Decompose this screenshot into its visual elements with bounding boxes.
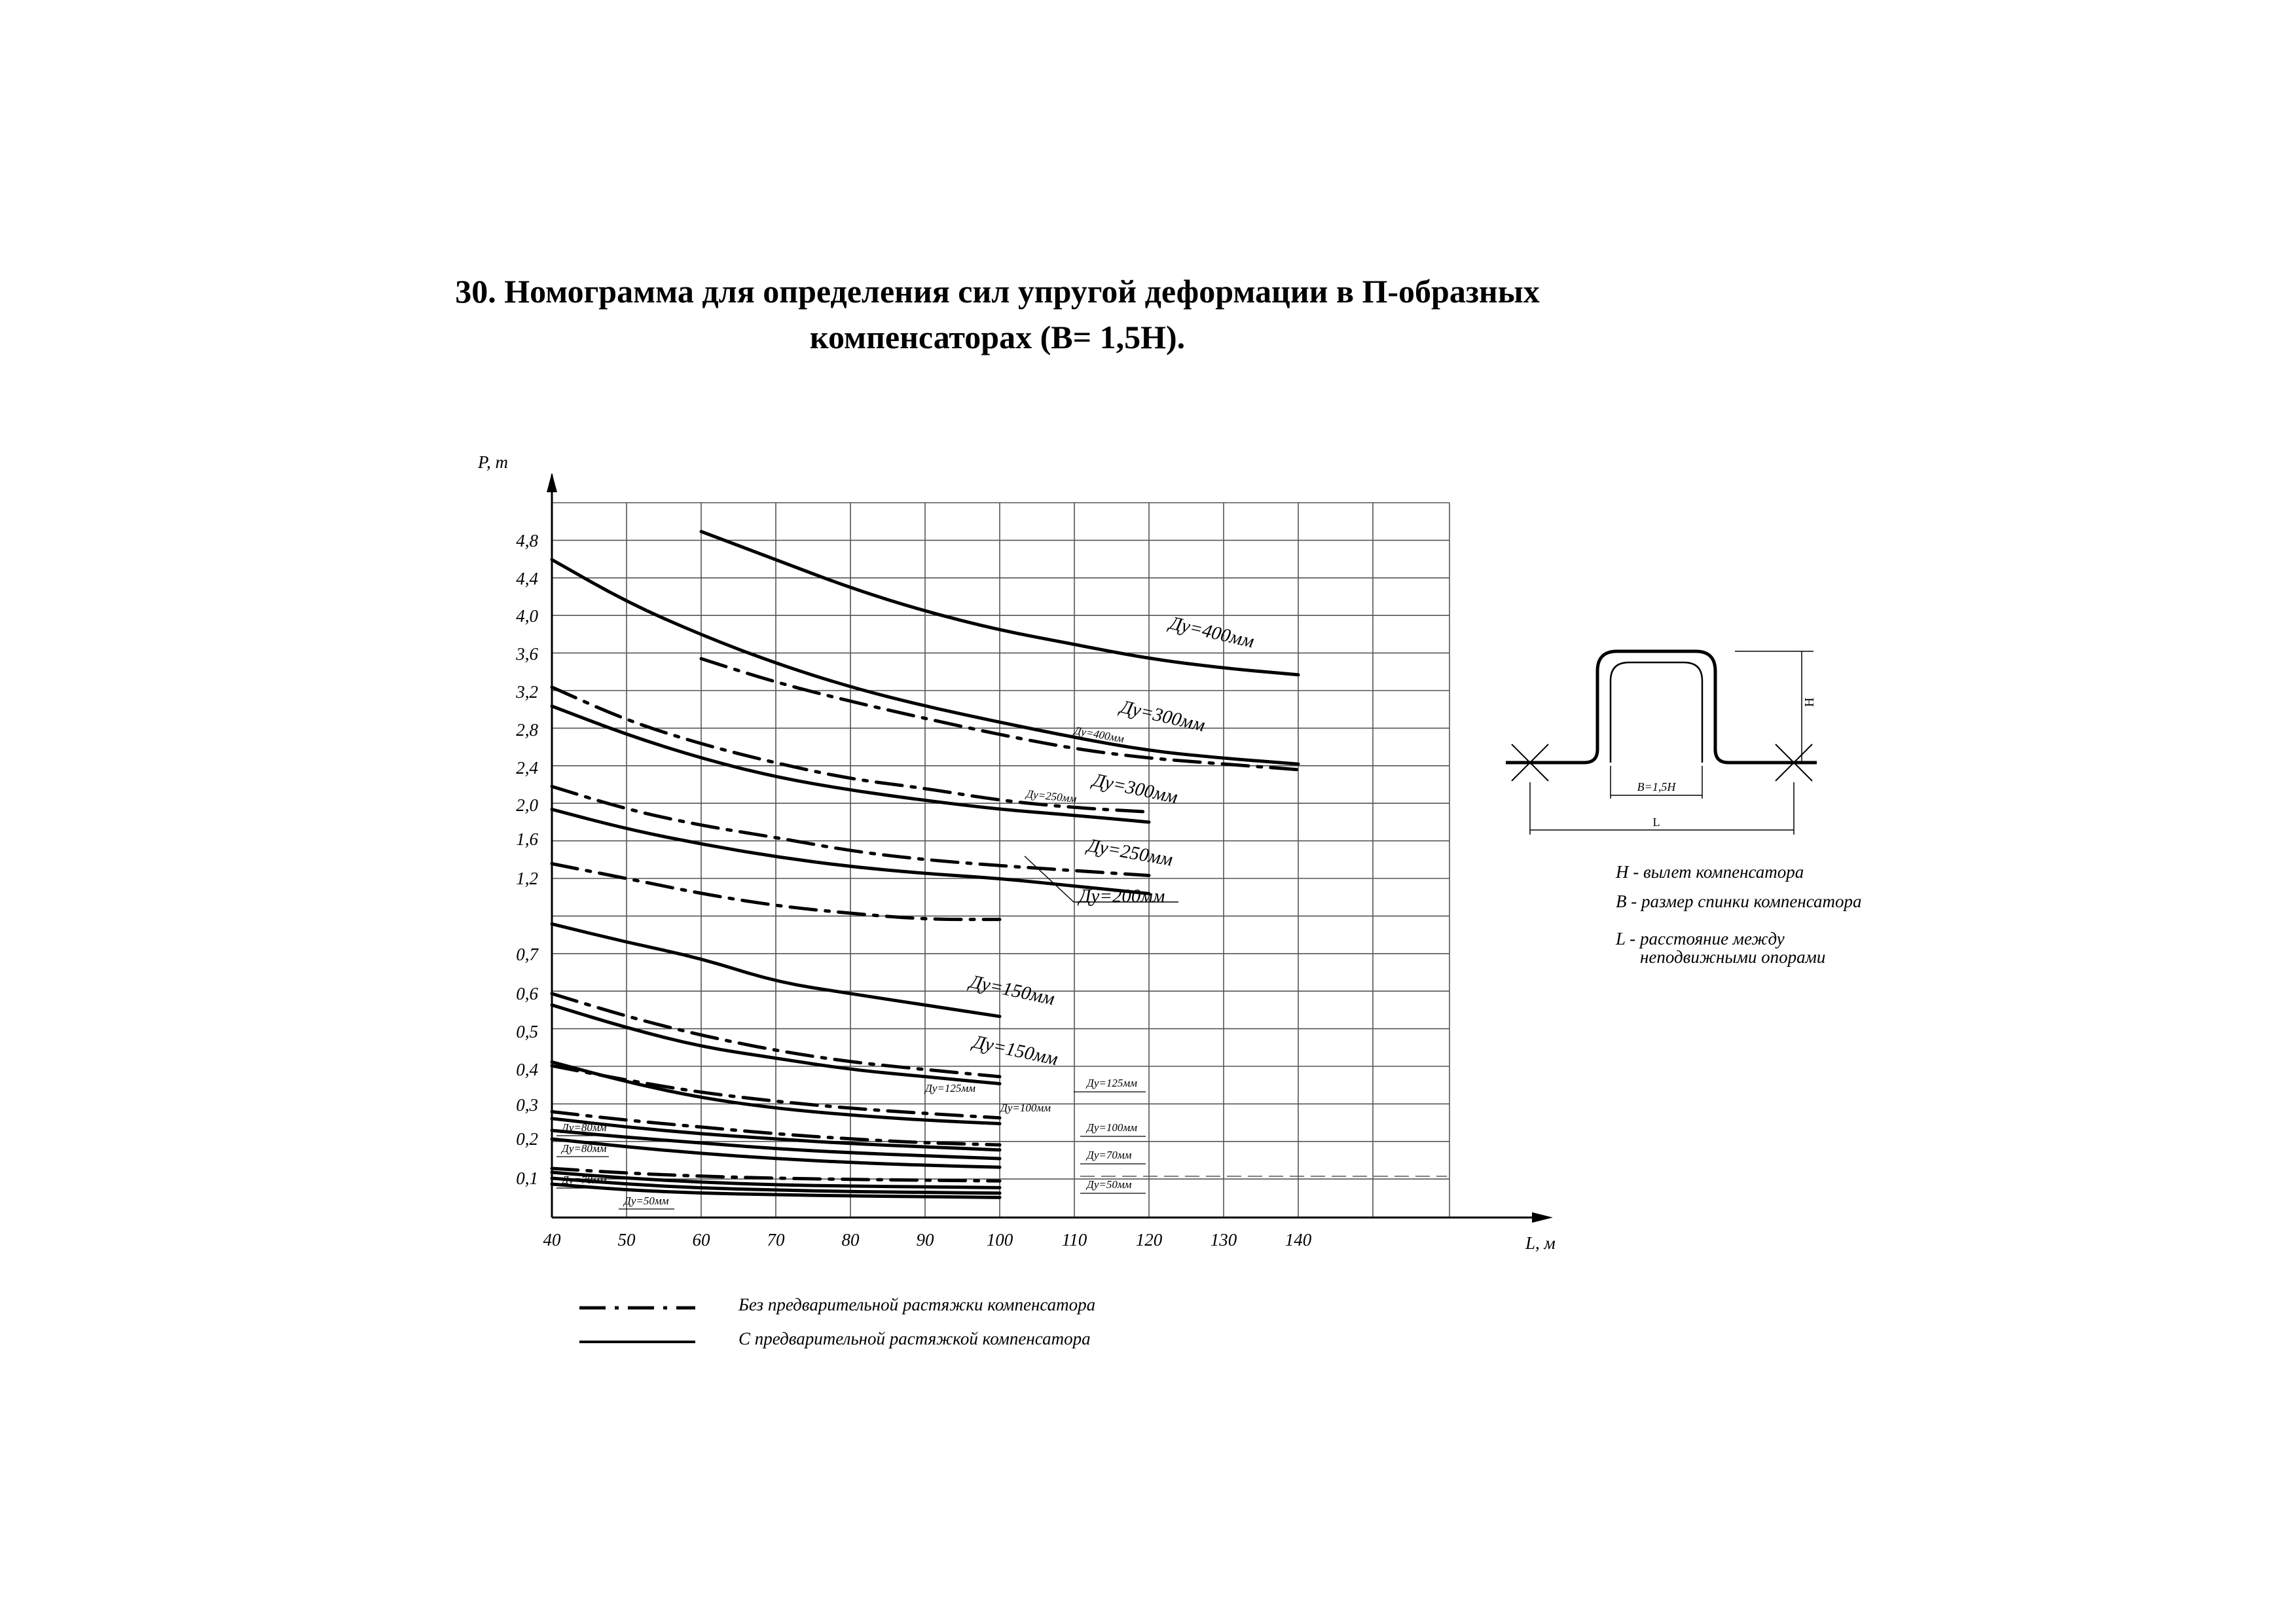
curve-label: Ду=150мм <box>968 971 1057 1010</box>
curve-label: Ду=150мм <box>971 1031 1060 1070</box>
x-tick-label: 110 <box>1061 1230 1087 1250</box>
note-l-line-2: неподвижными опорами <box>1640 947 1826 967</box>
sketch-label-h: Н <box>1802 697 1817 707</box>
small-curve-label: Ду=50мм <box>1087 1178 1132 1191</box>
small-curve-label: Ду=125мм <box>925 1082 976 1094</box>
y-tick-label: 4,0 <box>516 606 538 626</box>
small-curve-label: Ду=125мм <box>1087 1077 1138 1089</box>
y-tick-label: 3,2 <box>516 682 538 702</box>
x-tick-label: 50 <box>617 1230 636 1250</box>
x-tick-label: 100 <box>986 1230 1013 1250</box>
y-tick-label: 0,4 <box>516 1060 538 1079</box>
legend-solid-label: С предварительной растяжкой компенсатора <box>738 1329 1091 1348</box>
x-axis-label: L, м <box>1525 1233 1556 1253</box>
x-tick-label: 80 <box>841 1230 860 1250</box>
curve-label: Ду=300мм <box>1091 769 1180 808</box>
y-axis-arrow <box>547 473 557 492</box>
x-tick-label: 70 <box>767 1230 785 1250</box>
y-tick-label: 1,2 <box>516 869 538 888</box>
small-curve-label: Ду=80мм <box>562 1142 607 1155</box>
compensator-inner <box>1611 662 1702 763</box>
y-tick-label: 2,0 <box>516 795 538 815</box>
sketch-label-l: L <box>1652 816 1660 829</box>
curve-label: Ду=300мм <box>1118 696 1207 736</box>
curve-label: Ду=400мм <box>1167 612 1256 653</box>
y-tick-label: 0,2 <box>516 1129 538 1149</box>
y-tick-label: 0,5 <box>516 1022 538 1041</box>
y-tick-label: 2,4 <box>516 758 538 778</box>
small-curve-label: Ду=100мм <box>1000 1102 1051 1114</box>
small-curve-label: Ду=70мм <box>562 1174 607 1186</box>
x-tick-label: 130 <box>1210 1230 1237 1250</box>
small-curve-label: Ду=250мм <box>1025 787 1078 806</box>
chart-title-line-1: 30. Номограмма для определения сил упругой деформации в П-образных <box>455 273 1540 310</box>
leader-line <box>1025 856 1074 902</box>
small-curve-label: Ду=70мм <box>1087 1149 1132 1161</box>
y-tick-label: 0,1 <box>516 1168 538 1188</box>
y-tick-label: 2,8 <box>516 720 538 740</box>
small-curve-label: Ду=80мм <box>562 1121 607 1134</box>
note-b: В - размер спинки компенсатора <box>1616 892 1862 911</box>
y-tick-label: 3,6 <box>516 644 538 664</box>
legend-dashdot-label: Без предварительной растяжки компенсатора <box>738 1295 1096 1314</box>
y-tick-label: 1,6 <box>516 829 538 849</box>
curve-label: Ду=200мм <box>1079 886 1165 907</box>
compensator-shape <box>1506 651 1817 763</box>
small-curve-label: Ду=100мм <box>1087 1121 1138 1134</box>
y-tick-label: 0,3 <box>516 1095 538 1115</box>
y-tick-label: 0,6 <box>516 984 538 1003</box>
small-curve-label: Ду=400мм <box>1073 724 1125 746</box>
y-axis-label: P, т <box>478 452 509 472</box>
y-tick-label: 4,8 <box>516 531 538 550</box>
y-tick-label: 4,4 <box>516 569 538 588</box>
x-axis-arrow <box>1532 1212 1553 1223</box>
x-tick-label: 140 <box>1285 1230 1312 1250</box>
note-h: Н - вылет компенсатора <box>1616 862 1804 882</box>
small-curve-label: Ду=50мм <box>624 1195 669 1207</box>
sketch-label-b: В=1,5Н <box>1637 780 1676 793</box>
x-tick-label: 40 <box>543 1230 561 1250</box>
x-tick-label: 120 <box>1135 1230 1163 1250</box>
note-l-line-1: L - расстояние между <box>1616 929 1785 948</box>
chart-title-line-2: компенсаторах (В= 1,5Н). <box>809 319 1186 355</box>
curve-label: Ду=250мм <box>1085 835 1175 871</box>
x-tick-label: 90 <box>916 1230 934 1250</box>
y-tick-label: 0,7 <box>516 945 538 964</box>
x-tick-label: 60 <box>692 1230 710 1250</box>
